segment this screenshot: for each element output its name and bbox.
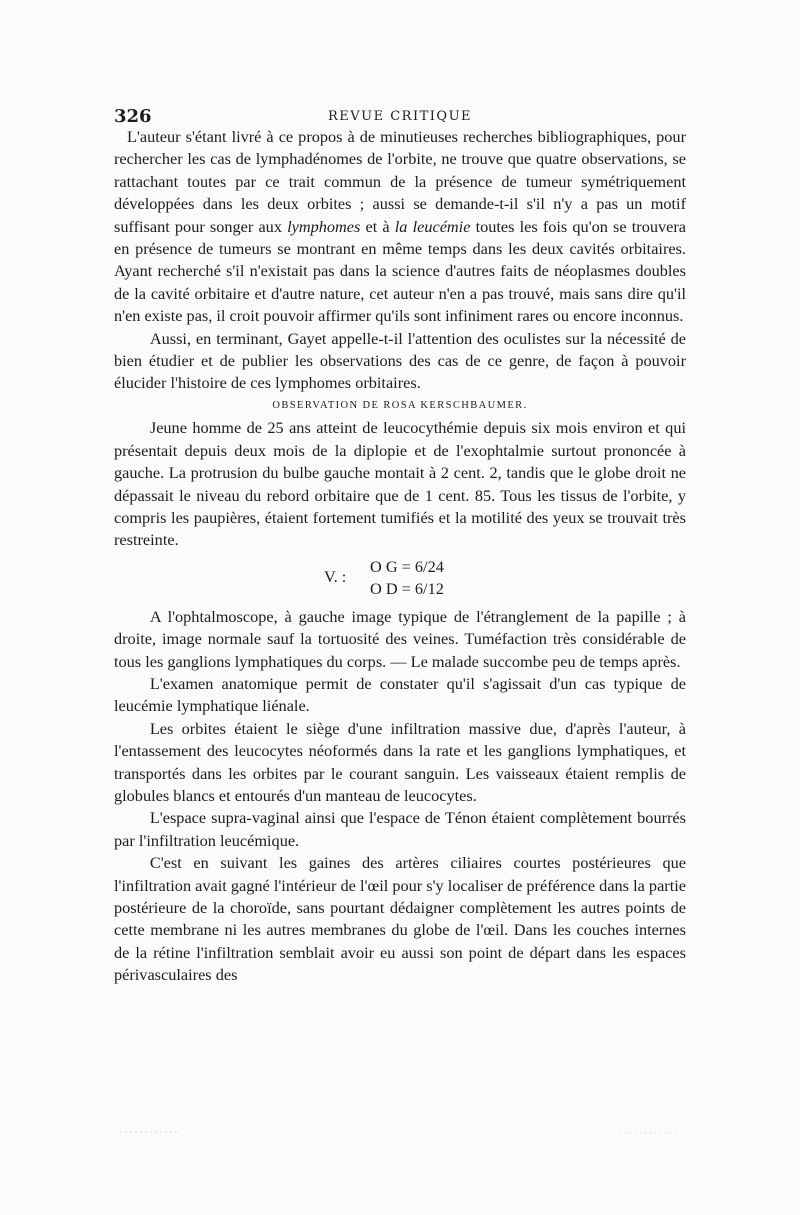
paragraph-7: L'espace supra-vaginal ainsi que l'espace de Ténon étaient complètement bourrés par l'infiltration leucémique. — [114, 808, 686, 850]
paragraph-8: C'est en suivant les gaines des artères ciliaires courtes postérieures que l'infiltration avait gagné l'intérieur de l'œil pour s'y localiser de préférence dans la partie postérieure de la choroïde, sans pourtant dédaigner complètement les autres points de cette membrane ni les autres membranes du globe de l'œil. Dans les couches internes de la rétine l'infiltration semblait avoir eu aussi son point de départ dans les espaces périvasculaires des — [114, 853, 686, 985]
paragraph-6: Les orbites étaient le siège d'une infiltration massive due, d'après l'auteur, à l'entassement des leucocytes néoformés dans la rate et les ganglions lymphatiques, et transportés dans les orbites par le courant sanguin. Les vaisseaux étaient remplis de globules blancs et entourés d'un manteau de leucocytes. — [114, 718, 686, 805]
paragraph-1-part-b: et à — [360, 216, 395, 236]
term-lymphomes: lymphomes — [287, 216, 361, 236]
paragraph-5: L'examen anatomique permit de constater qu'il s'agissait d'un cas typique de leucémie lymphatique liénale. — [114, 673, 686, 716]
paragraph-3: Jeune homme de 25 ans atteint de leucocythémie depuis six mois environ et qui présentait depuis deux mois de la diplopie et de l'exophtalmie surtout prononcée à gauche. La protrusion du bulbe gauche montait à 2 cent. 2, tandis que le globe droit ne dépassait le niveau du rebord orbitaire que de 1 cent. 85. Tous les tissus de l'orbite, y compris les paupières, étaient fortement tumifiés et la motilité des yeux se trouvait très restreinte. — [114, 418, 686, 550]
paragraph-2: Aussi, en terminant, Gayet appelle-t-il l'attention des oculistes sur la nécessité de bien étudier et de publier les observations des cas de ce genre, de façon à pouvoir élucider l'histoire de ces lymphomes orbitaires. — [114, 328, 686, 393]
formula-left-eye: O G = 6/24 — [370, 556, 444, 576]
paragraph-4: A l'ophtalmoscope, à gauche image typique de l'étranglement de la papille ; à droite, image normale sauf la tortuosité des veines. Tuméfaction très considérable de tous les ganglions lymphatiques du corps. — Le malade succombe peu de temps après. — [114, 606, 686, 671]
running-head: REVUE CRITIQUE — [327, 109, 473, 124]
paragraph-1-part-a: L'auteur s'étant livré à ce propos à de minutieuses recherches bibliographiques, pour rechercher les cas de lymphadénomes de l'orbite, ne trouve que quatre observations, se rattachant toutes par ce trait commun de la présence de tumeur symétriquement développées dans les deux orbites ; aussi se demande-t-il s'il n'y a pas un motif suffisant pour songer aux — [114, 127, 686, 236]
page-number: 326 — [114, 106, 152, 127]
formula-right-eye: O D = 6/12 — [370, 578, 444, 598]
body-text — [114, 126, 686, 987]
visual-acuity-formula — [114, 556, 686, 602]
scan-noise — [120, 1128, 680, 1136]
section-caption: OBSERVATION DE ROSA KERSCHBAUMER. — [272, 399, 528, 411]
paragraph-1 — [114, 126, 686, 328]
paragraph-1-part-c: toutes les fois qu'on se trouvera en présence de tumeurs se montrant en même temps dans les deux cavités orbitaires. Ayant recherché s'il n'existait pas dans la science d'autres faits de néoplasmes doubles de la cavité orbitaire et d'autre nature, cet auteur n'en a pas trouvé, mais sans dire qu'il n'en existe pas, il croit pouvoir affirmer qu'ils sont infiniment rares ou encore inconnus. — [114, 216, 686, 326]
term-leucemie: la leucémie — [394, 216, 471, 236]
formula-label: V. : — [324, 566, 347, 586]
